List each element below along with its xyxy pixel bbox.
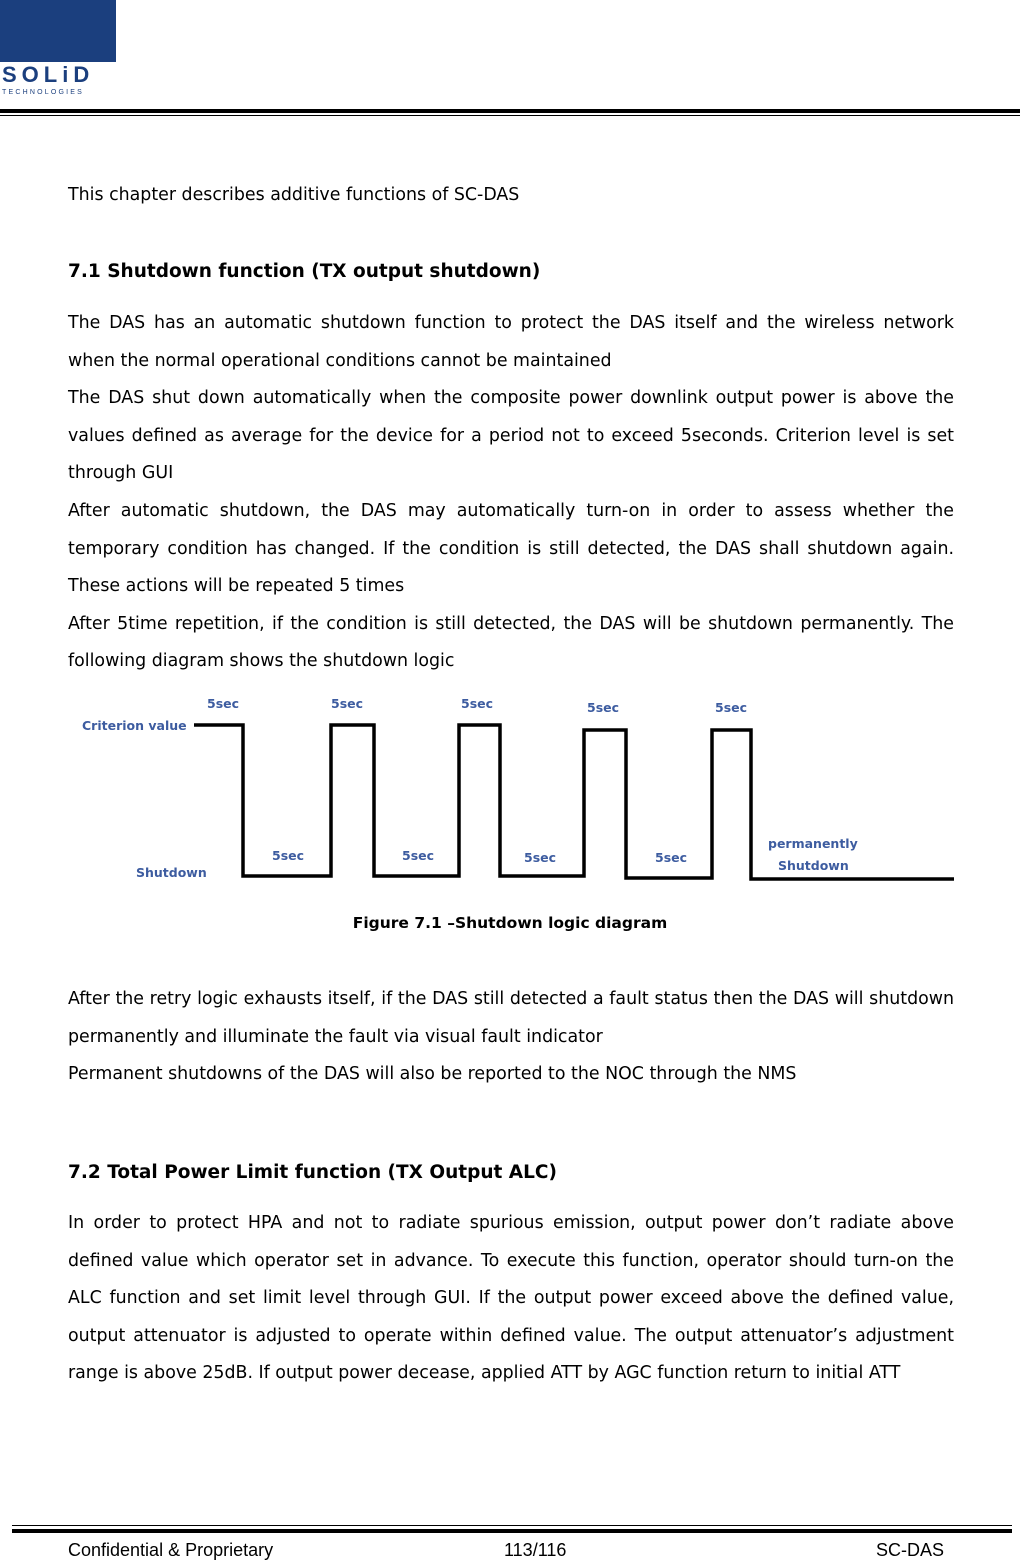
low-duration-label: 5sec [655, 850, 688, 865]
figure-caption: Figure 7.1 –Shutdown logic diagram [352, 914, 668, 932]
high-duration-label: 5sec [461, 696, 494, 711]
high-duration-label: 5sec [715, 700, 748, 715]
section-7-1-after [68, 981, 954, 1094]
low-duration-label: 5sec [402, 848, 435, 863]
shutdown-logic-diagram [68, 688, 958, 888]
section-7-1 [68, 258, 954, 286]
header-rule-thin [0, 115, 1020, 116]
company-logo [0, 0, 118, 100]
logo-subtext: TECHNOLOGIES [2, 89, 85, 96]
section-7-2-paragraph: In order to protect HPA and not to radiate spurious emission, output power don’t radiate above defined value which operator set in advance. To execute this function, operator should turn-on the ALC function and set limit level through GUI. If the output power exceed above the defined value, output attenuator is adjusted to operate within defined value. The output attenuator’s adjustment range is above 25dB. If output power decease, applied ATT by AGC function return to initial ATT [68, 1213, 954, 1384]
low-duration-label: 5sec [524, 850, 557, 865]
intro-text: This chapter describes additive functions of SC-DAS [68, 185, 520, 205]
section-7-1-paragraph: The DAS shut down automatically when the composite power downlink output power is above the values defined as average for the device for a period not to exceed 5seconds. Criterion level is set through GUI [68, 388, 954, 484]
shutdown-label: Shutdown [136, 865, 207, 880]
header-rule-thick [0, 109, 1020, 113]
footer-rule-thick [12, 1529, 1012, 1533]
permanent-shutdown-label-line2: Shutdown [778, 858, 849, 873]
logo-text: SOLiD [2, 62, 95, 87]
low-duration-label: 5sec [272, 848, 305, 863]
section-7-1-paragraph: After automatic shutdown, the DAS may automatically turn-on in order to assess whether the temporary condition has changed. If the condition is still detected, the DAS shall shutdown again. These actions will be repeated 5 times [68, 500, 954, 597]
footer-rule-thin [12, 1525, 1012, 1526]
high-duration-label: 5sec [331, 696, 364, 711]
section-7-1-body [68, 305, 954, 681]
section-7-2-body [68, 1205, 954, 1393]
section-7-1-paragraph: The DAS has an automatic shutdown function to protect the DAS itself and the wireless network when the normal operational conditions cannot be maintained [68, 313, 954, 371]
footer-page-number: 113/116 [504, 1540, 567, 1560]
section-7-1-after-paragraph: Permanent shutdowns of the DAS will also be reported to the NOC through the NMS [68, 1064, 797, 1085]
intro-block [68, 177, 954, 215]
footer-product: SC-DAS [876, 1540, 945, 1560]
shutdown-waveform [194, 725, 954, 879]
section-7-1-after-paragraph: After the retry logic exhausts itself, if the DAS still detected a fault status then the DAS will shutdown permanently and illuminate the fault via visual fault indicator [68, 989, 954, 1047]
criterion-value-label: Criterion value [82, 718, 187, 733]
high-duration-label: 5sec [587, 700, 620, 715]
section-7-1-paragraph: After 5time repetition, if the condition is still detected, the DAS will be shutdown permanently. The following diagram shows the shutdown logic [68, 613, 954, 672]
logo-block [0, 0, 116, 62]
high-duration-label: 5sec [207, 696, 240, 711]
permanent-shutdown-label-line1: permanently [768, 836, 858, 851]
section-7-2 [68, 1159, 954, 1187]
section-7-1-title: 7.1 Shutdown function (TX output shutdown) [68, 261, 541, 282]
footer-confidential: Confidential & Proprietary [68, 1540, 274, 1560]
section-7-2-title: 7.2 Total Power Limit function (TX Output ALC) [68, 1162, 557, 1183]
